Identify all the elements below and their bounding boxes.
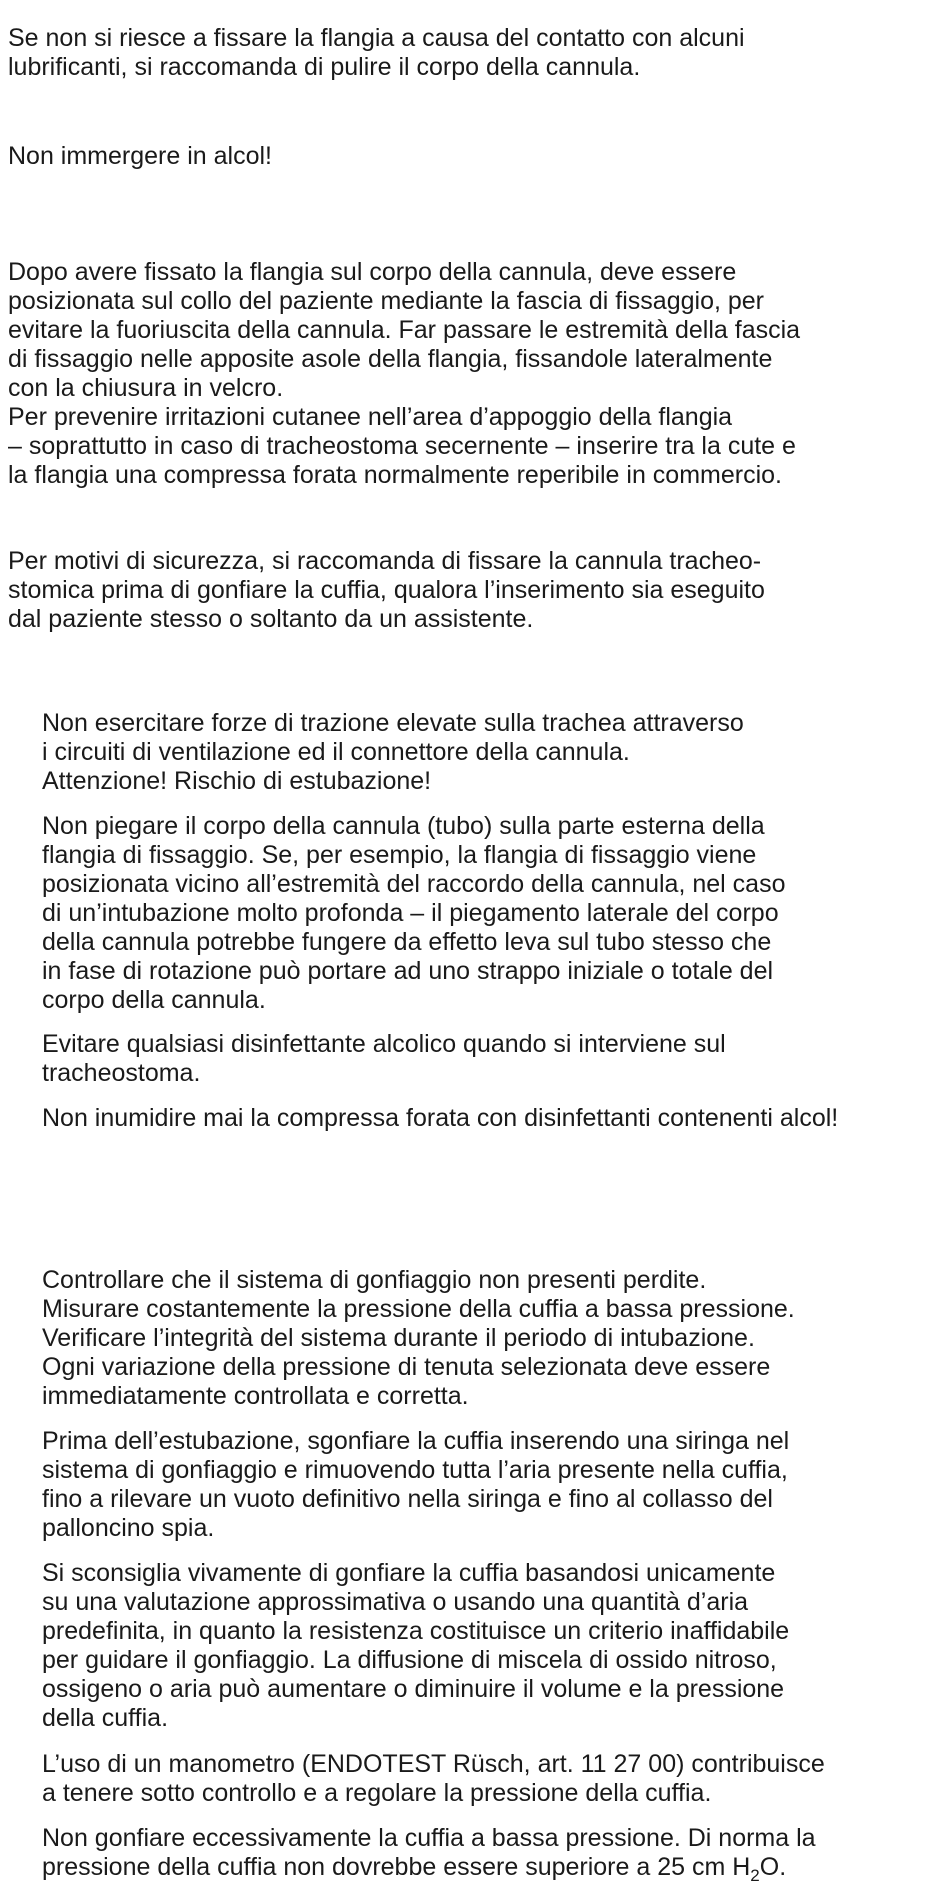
subscript-two: 2 xyxy=(750,1866,760,1885)
warning-disinfectant: Evitare qualsiasi disinfettante alcolico quando si interviene sul tracheostoma. xyxy=(42,1030,726,1087)
cuff-pressure-limit: Non gonfiare eccessivamente la cuffia a bassa pressione. Di norma la pressione della cuffia non dovrebbe essere superiore a 25 cm $H_2O$. xyxy=(42,1824,816,1885)
paragraph-fixation-strap: Dopo avere fissato la flangia sul corpo della cannula, deve essere posizionata sul collo del paziente mediante la fascia di fissaggio, per evitare la fuoriuscita della cannula. Far passare le estremità della fascia di fissaggio nelle apposite asole della flangia, fissandole lateralmente con la chiusura in velcro. Per prevenire irritazioni cutanee nell’area d’appoggio della flangia – soprattutto in caso di tracheostoma secernente – inserire tra la cute e la flangia una compressa forata normalmente reperibile in commercio. xyxy=(8,258,801,489)
warning-traction: Non esercitare forze di trazione elevate sulla trachea attraverso i circuiti di ventilazione ed il connettore della cannula. Attenzione! Rischio di estubazione! xyxy=(42,709,744,795)
paragraph-no-alcohol: Non immergere in alcol! xyxy=(8,142,272,170)
warning-bending: Non piegare il corpo della cannula (tubo) sulla parte esterna della flangia di fissaggio. Se, per esempio, la flangia di fissaggio viene posizionata vicino all’estremità del raccordo della cannula, nel caso di un’intubazione molto profonda – il piegamento laterale del corpo della cannula potrebbe fungere da effetto leva sul tubo stesso che in fase di rotazione può portare ad uno strappo iniziale o totale del corpo della cannula. xyxy=(42,812,786,1014)
cuff-inflation-advice: Si sconsiglia vivamente di gonfiare la cuffia basandosi unicamente su una valutazione approssimativa o usando una quantità d’aria predefinita, in quanto la resistenza costituisce un criterio inaffidabile per guidare il gonfiaggio. La diffusione di miscela di ossido nitroso, ossigeno o aria può aumentare o diminuire il volume e la pressione della cuffia. xyxy=(42,1559,790,1732)
cuff-manometer: L’uso di un manometro (ENDOTEST Rüsch, art. 11 27 00) contribuisce a tenere sotto controllo e a regolare la pressione della cuffia. xyxy=(42,1750,825,1807)
cuff-deflation: Prima dell’estubazione, sgonfiare la cuffia inserendo una siringa nel sistema di gonfiaggio e rimuovendo tutta l’aria presente nella cuffia, fino a rilevare un vuoto definitivo nella siringa e fino al collasso del palloncino spia. xyxy=(42,1427,790,1542)
paragraph-safety-fixation: Per motivi di sicurezza, si raccomanda di fissare la cannula tracheo- stomica prima di gonfiare la cuffia, qualora l’inserimento sia eseguito dal paziente stesso o soltanto da un assistente. xyxy=(8,547,765,633)
cuff-check-leaks: Controllare che il sistema di gonfiaggio non presenti perdite. Misurare costantemente la pressione della cuffia a bassa pressione. Verificare l’integrità del sistema durante il periodo di intubazione. Ogni variazione della pressione di tenuta selezionata deve essere immediatamente controllata e corretta. xyxy=(42,1266,795,1410)
warning-compress: Non inumidire mai la compressa forata con disinfettanti contenenti alcol! xyxy=(42,1104,839,1132)
pressure-limit-line: pressione della cuffia non dovrebbe essere superiore a 25 cm $H_2O$. xyxy=(42,1853,787,1885)
paragraph-flange-lubricant: Se non si riesce a fissare la flangia a causa del contatto con alcuni lubrificanti, si raccomanda di pulire il corpo della cannula. xyxy=(8,24,745,81)
